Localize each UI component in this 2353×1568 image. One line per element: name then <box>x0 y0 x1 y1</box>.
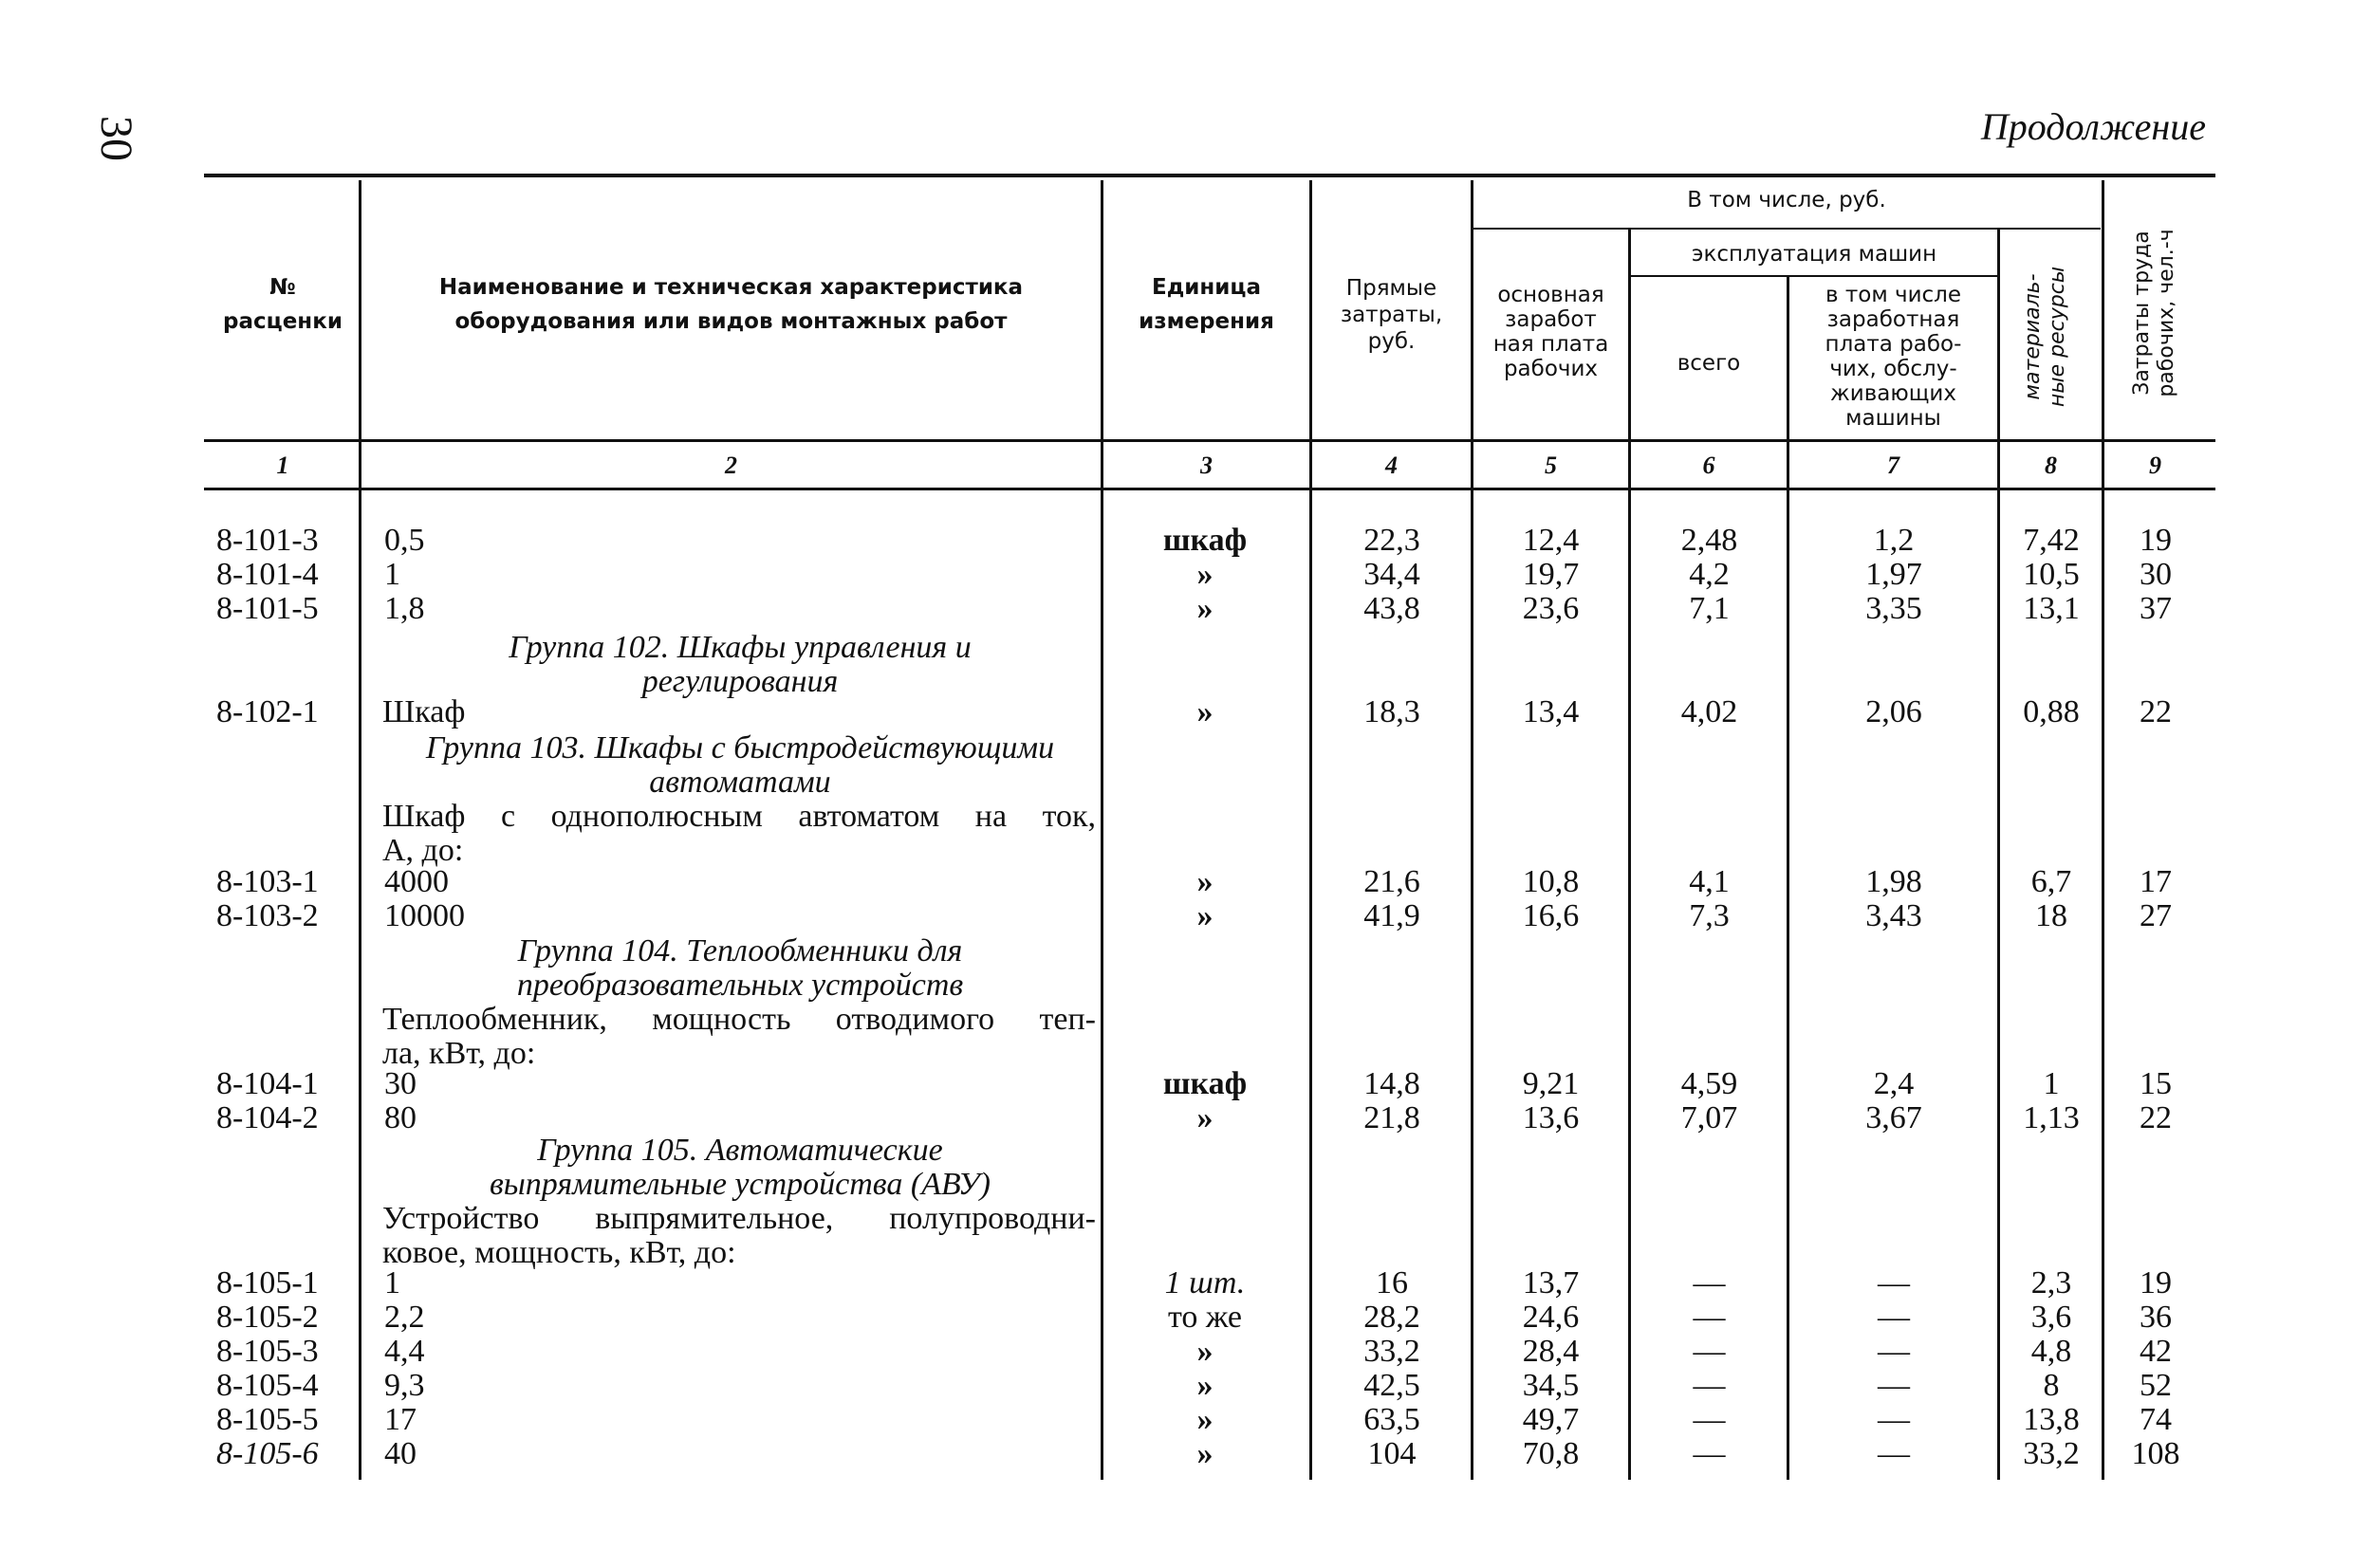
colnum-7: 7 <box>1887 452 1899 479</box>
row-materials: 8 <box>2043 1368 2060 1403</box>
row-materials: 0,88 <box>2023 694 2080 729</box>
table-row <box>0 1067 2353 1101</box>
row-name: 30 <box>384 1066 417 1101</box>
row-name: 1,8 <box>384 591 425 626</box>
row-direct-costs: 14,8 <box>1363 1066 1420 1101</box>
colnum-1: 1 <box>276 452 289 479</box>
row-labor: 22 <box>2140 694 2172 729</box>
row-unit: » <box>1196 1100 1214 1135</box>
row-labor: 17 <box>2140 864 2172 899</box>
row-name: 80 <box>384 1100 417 1135</box>
page-number: 30 <box>91 116 141 161</box>
row-direct-costs: 21,8 <box>1363 1100 1420 1135</box>
table-row <box>0 1369 2353 1403</box>
row-code: 8-105-5 <box>216 1402 319 1437</box>
row-labor: 27 <box>2140 898 2172 933</box>
table-row <box>0 899 2353 933</box>
row-direct-costs: 34,4 <box>1363 557 1420 592</box>
row-name: 2,2 <box>384 1300 425 1335</box>
row-base-wages: 70,8 <box>1522 1436 1580 1471</box>
header-col9: Затраты труда рабочих, чел.-ч <box>2130 229 2178 397</box>
row-direct-costs: 22,3 <box>1363 523 1420 558</box>
group-104-description: Теплообменник, мощность отводимого теп- ла, кВт, до: <box>382 1002 1096 1071</box>
row-labor: 108 <box>2131 1436 2180 1471</box>
row-unit: 1 шт. <box>1164 1265 1246 1301</box>
row-name: 1 <box>384 1265 400 1301</box>
row-labor: 19 <box>2140 523 2172 558</box>
row-materials: 33,2 <box>2023 1436 2080 1471</box>
row-code: 8-101-3 <box>216 523 319 558</box>
row-base-wages: 13,6 <box>1522 1100 1580 1135</box>
row-direct-costs: 42,5 <box>1363 1368 1420 1403</box>
row-direct-costs: 63,5 <box>1363 1402 1420 1437</box>
row-machines-wages: 1,2 <box>1873 523 1915 558</box>
row-name: Шкаф <box>382 694 466 729</box>
header-col1: № расценки <box>223 275 343 334</box>
header-machines: эксплуатация машин <box>1691 242 1937 267</box>
header-col2: Наименование и техническая характеристика оборудования или видов монтажных работ <box>438 275 1024 334</box>
row-machines-total: 7,3 <box>1689 898 1730 933</box>
row-base-wages: 16,6 <box>1522 898 1580 933</box>
row-code: 8-104-1 <box>216 1066 319 1101</box>
header-col7: в том числе заработная плата рабо- чих, обслу- живающих машины <box>1825 283 1962 431</box>
table-row <box>0 1101 2353 1135</box>
row-machines-total: 7,1 <box>1689 591 1730 626</box>
row-machines-total: 4,2 <box>1689 557 1730 592</box>
row-base-wages: 28,4 <box>1522 1334 1580 1369</box>
row-machines-wages: 3,43 <box>1865 898 1922 933</box>
row-base-wages: 12,4 <box>1522 523 1580 558</box>
colnum-6: 6 <box>1702 452 1715 479</box>
row-unit: шкаф <box>1162 1066 1248 1101</box>
row-direct-costs: 33,2 <box>1363 1334 1420 1369</box>
row-base-wages: 13,4 <box>1522 694 1580 729</box>
colnum-8: 8 <box>2045 452 2057 479</box>
colnum-2: 2 <box>725 452 737 479</box>
row-name: 4,4 <box>384 1334 425 1369</box>
header-incl: В том числе, руб. <box>1687 188 1886 212</box>
header-col6: всего <box>1677 351 1741 376</box>
row-labor: 36 <box>2140 1300 2172 1335</box>
row-code: 8-105-4 <box>216 1368 319 1403</box>
table-row <box>0 1335 2353 1369</box>
row-name: 0,5 <box>384 523 425 558</box>
table-row <box>0 592 2353 626</box>
machines-rule <box>1630 275 1999 277</box>
row-machines-wages: — <box>1878 1402 1910 1437</box>
row-unit: » <box>1196 1368 1214 1403</box>
row-labor: 74 <box>2140 1402 2172 1437</box>
row-base-wages: 49,7 <box>1522 1402 1580 1437</box>
table-row <box>0 524 2353 558</box>
table-row <box>0 695 2353 729</box>
row-labor: 30 <box>2140 557 2172 592</box>
row-name: 9,3 <box>384 1368 425 1403</box>
row-machines-total: 7,07 <box>1680 1100 1738 1135</box>
row-machines-total: 4,1 <box>1689 864 1730 899</box>
header-col5: основная заработ ная плата рабочих <box>1492 283 1609 381</box>
row-unit: шкаф <box>1162 523 1248 558</box>
row-unit: » <box>1196 864 1214 899</box>
row-materials: 2,3 <box>2030 1265 2072 1301</box>
row-materials: 3,6 <box>2030 1300 2072 1335</box>
row-machines-total: 4,02 <box>1680 694 1738 729</box>
row-materials: 1 <box>2043 1066 2060 1101</box>
row-base-wages: 19,7 <box>1522 557 1580 592</box>
row-labor: 42 <box>2140 1334 2172 1369</box>
row-labor: 37 <box>2140 591 2172 626</box>
row-code: 8-105-3 <box>216 1334 319 1369</box>
row-materials: 13,1 <box>2023 591 2080 626</box>
row-base-wages: 24,6 <box>1522 1300 1580 1335</box>
row-direct-costs: 21,6 <box>1363 864 1420 899</box>
colnum-5: 5 <box>1545 452 1557 479</box>
row-code: 8-105-6 <box>216 1436 319 1471</box>
row-name: 40 <box>384 1436 417 1471</box>
row-labor: 19 <box>2140 1265 2172 1301</box>
row-materials: 6,7 <box>2030 864 2072 899</box>
row-machines-total: — <box>1693 1402 1726 1437</box>
row-unit: » <box>1196 591 1214 626</box>
row-base-wages: 9,21 <box>1522 1066 1580 1101</box>
row-direct-costs: 104 <box>1367 1436 1417 1471</box>
header-col3: Единица измерения <box>1139 275 1274 334</box>
table-row <box>0 558 2353 592</box>
table-row <box>0 865 2353 899</box>
incl-rule <box>1473 228 2101 230</box>
row-direct-costs: 18,3 <box>1363 694 1420 729</box>
row-machines-total: — <box>1693 1368 1726 1403</box>
row-code: 8-105-2 <box>216 1300 319 1335</box>
row-code: 8-104-2 <box>216 1100 319 1135</box>
table-row <box>0 1437 2353 1471</box>
row-machines-wages: — <box>1878 1436 1910 1471</box>
row-name: 17 <box>384 1402 417 1437</box>
row-labor: 52 <box>2140 1368 2172 1403</box>
row-machines-total: 4,59 <box>1680 1066 1738 1101</box>
row-name: 4000 <box>384 864 449 899</box>
row-unit: » <box>1196 694 1214 729</box>
table-row <box>0 1403 2353 1437</box>
row-base-wages: 10,8 <box>1522 864 1580 899</box>
row-base-wages: 23,6 <box>1522 591 1580 626</box>
row-machines-wages: 1,98 <box>1865 864 1922 899</box>
row-code: 8-103-1 <box>216 864 319 899</box>
row-materials: 10,5 <box>2023 557 2080 592</box>
row-machines-wages: 2,4 <box>1873 1066 1915 1101</box>
row-machines-wages: 2,06 <box>1865 694 1922 729</box>
row-machines-total: — <box>1693 1436 1726 1471</box>
row-machines-total: — <box>1693 1300 1726 1335</box>
row-materials: 18 <box>2035 898 2067 933</box>
colnum-4: 4 <box>1385 452 1398 479</box>
row-unit: » <box>1196 1436 1214 1471</box>
row-direct-costs: 16 <box>1376 1265 1408 1301</box>
group-103-description: Шкаф с однополюсным автоматом на ток, А, до: <box>382 799 1096 868</box>
row-machines-wages: — <box>1878 1300 1910 1335</box>
row-machines-total: — <box>1693 1265 1726 1301</box>
row-machines-total: — <box>1693 1334 1726 1369</box>
row-code: 8-101-5 <box>216 591 319 626</box>
row-code: 8-101-4 <box>216 557 319 592</box>
row-direct-costs: 41,9 <box>1363 898 1420 933</box>
row-code: 8-105-1 <box>216 1265 319 1301</box>
row-materials: 7,42 <box>2023 523 2080 558</box>
row-unit: » <box>1196 898 1214 933</box>
group-104-title: Группа 104. Теплообменники для преобразовательных устройств <box>516 933 964 1003</box>
colnum-bottom-rule <box>204 488 2215 490</box>
row-code: 8-103-2 <box>216 898 319 933</box>
table-top-rule <box>204 174 2215 177</box>
continuation-label: Продолжение <box>1980 105 2206 148</box>
colnum-3: 3 <box>1200 452 1213 479</box>
table-row <box>0 1301 2353 1335</box>
table-row <box>0 1266 2353 1301</box>
row-materials: 4,8 <box>2030 1334 2072 1369</box>
row-name: 10000 <box>384 898 465 933</box>
row-machines-wages: — <box>1878 1334 1910 1369</box>
row-code: 8-102-1 <box>216 694 319 729</box>
row-direct-costs: 28,2 <box>1363 1300 1420 1335</box>
row-name: 1 <box>384 557 400 592</box>
row-machines-total: 2,48 <box>1680 523 1738 558</box>
row-labor: 15 <box>2140 1066 2172 1101</box>
row-base-wages: 13,7 <box>1522 1265 1580 1301</box>
row-materials: 1,13 <box>2023 1100 2080 1135</box>
colnum-9: 9 <box>2149 452 2161 479</box>
row-unit: то же <box>1167 1300 1243 1335</box>
row-unit: » <box>1196 557 1214 592</box>
row-direct-costs: 43,8 <box>1363 591 1420 626</box>
header-col8: материаль- ные ресурсы <box>2021 266 2069 408</box>
row-unit: » <box>1196 1402 1214 1437</box>
row-machines-wages: 3,35 <box>1865 591 1922 626</box>
row-machines-wages: 1,97 <box>1865 557 1922 592</box>
header-col4: Прямые затраты, руб. <box>1340 276 1443 354</box>
row-labor: 22 <box>2140 1100 2172 1135</box>
group-102-title: Группа 102. Шкафы управления и регулирования <box>509 630 972 699</box>
row-materials: 13,8 <box>2023 1402 2080 1437</box>
group-105-description: Устройство выпрямительное, полупроводни- ковое, мощность, кВт, до: <box>382 1201 1096 1270</box>
group-103-title: Группа 103. Шкафы с быстродействующими автоматами <box>425 730 1055 800</box>
row-machines-wages: — <box>1878 1368 1910 1403</box>
row-base-wages: 34,5 <box>1522 1368 1580 1403</box>
row-machines-wages: 3,67 <box>1865 1100 1922 1135</box>
header-bottom-rule <box>204 439 2215 442</box>
group-105-title: Группа 105. Автоматические выпрямительные устройства (АВУ) <box>490 1133 991 1202</box>
row-unit: » <box>1196 1334 1214 1369</box>
row-machines-wages: — <box>1878 1265 1910 1301</box>
